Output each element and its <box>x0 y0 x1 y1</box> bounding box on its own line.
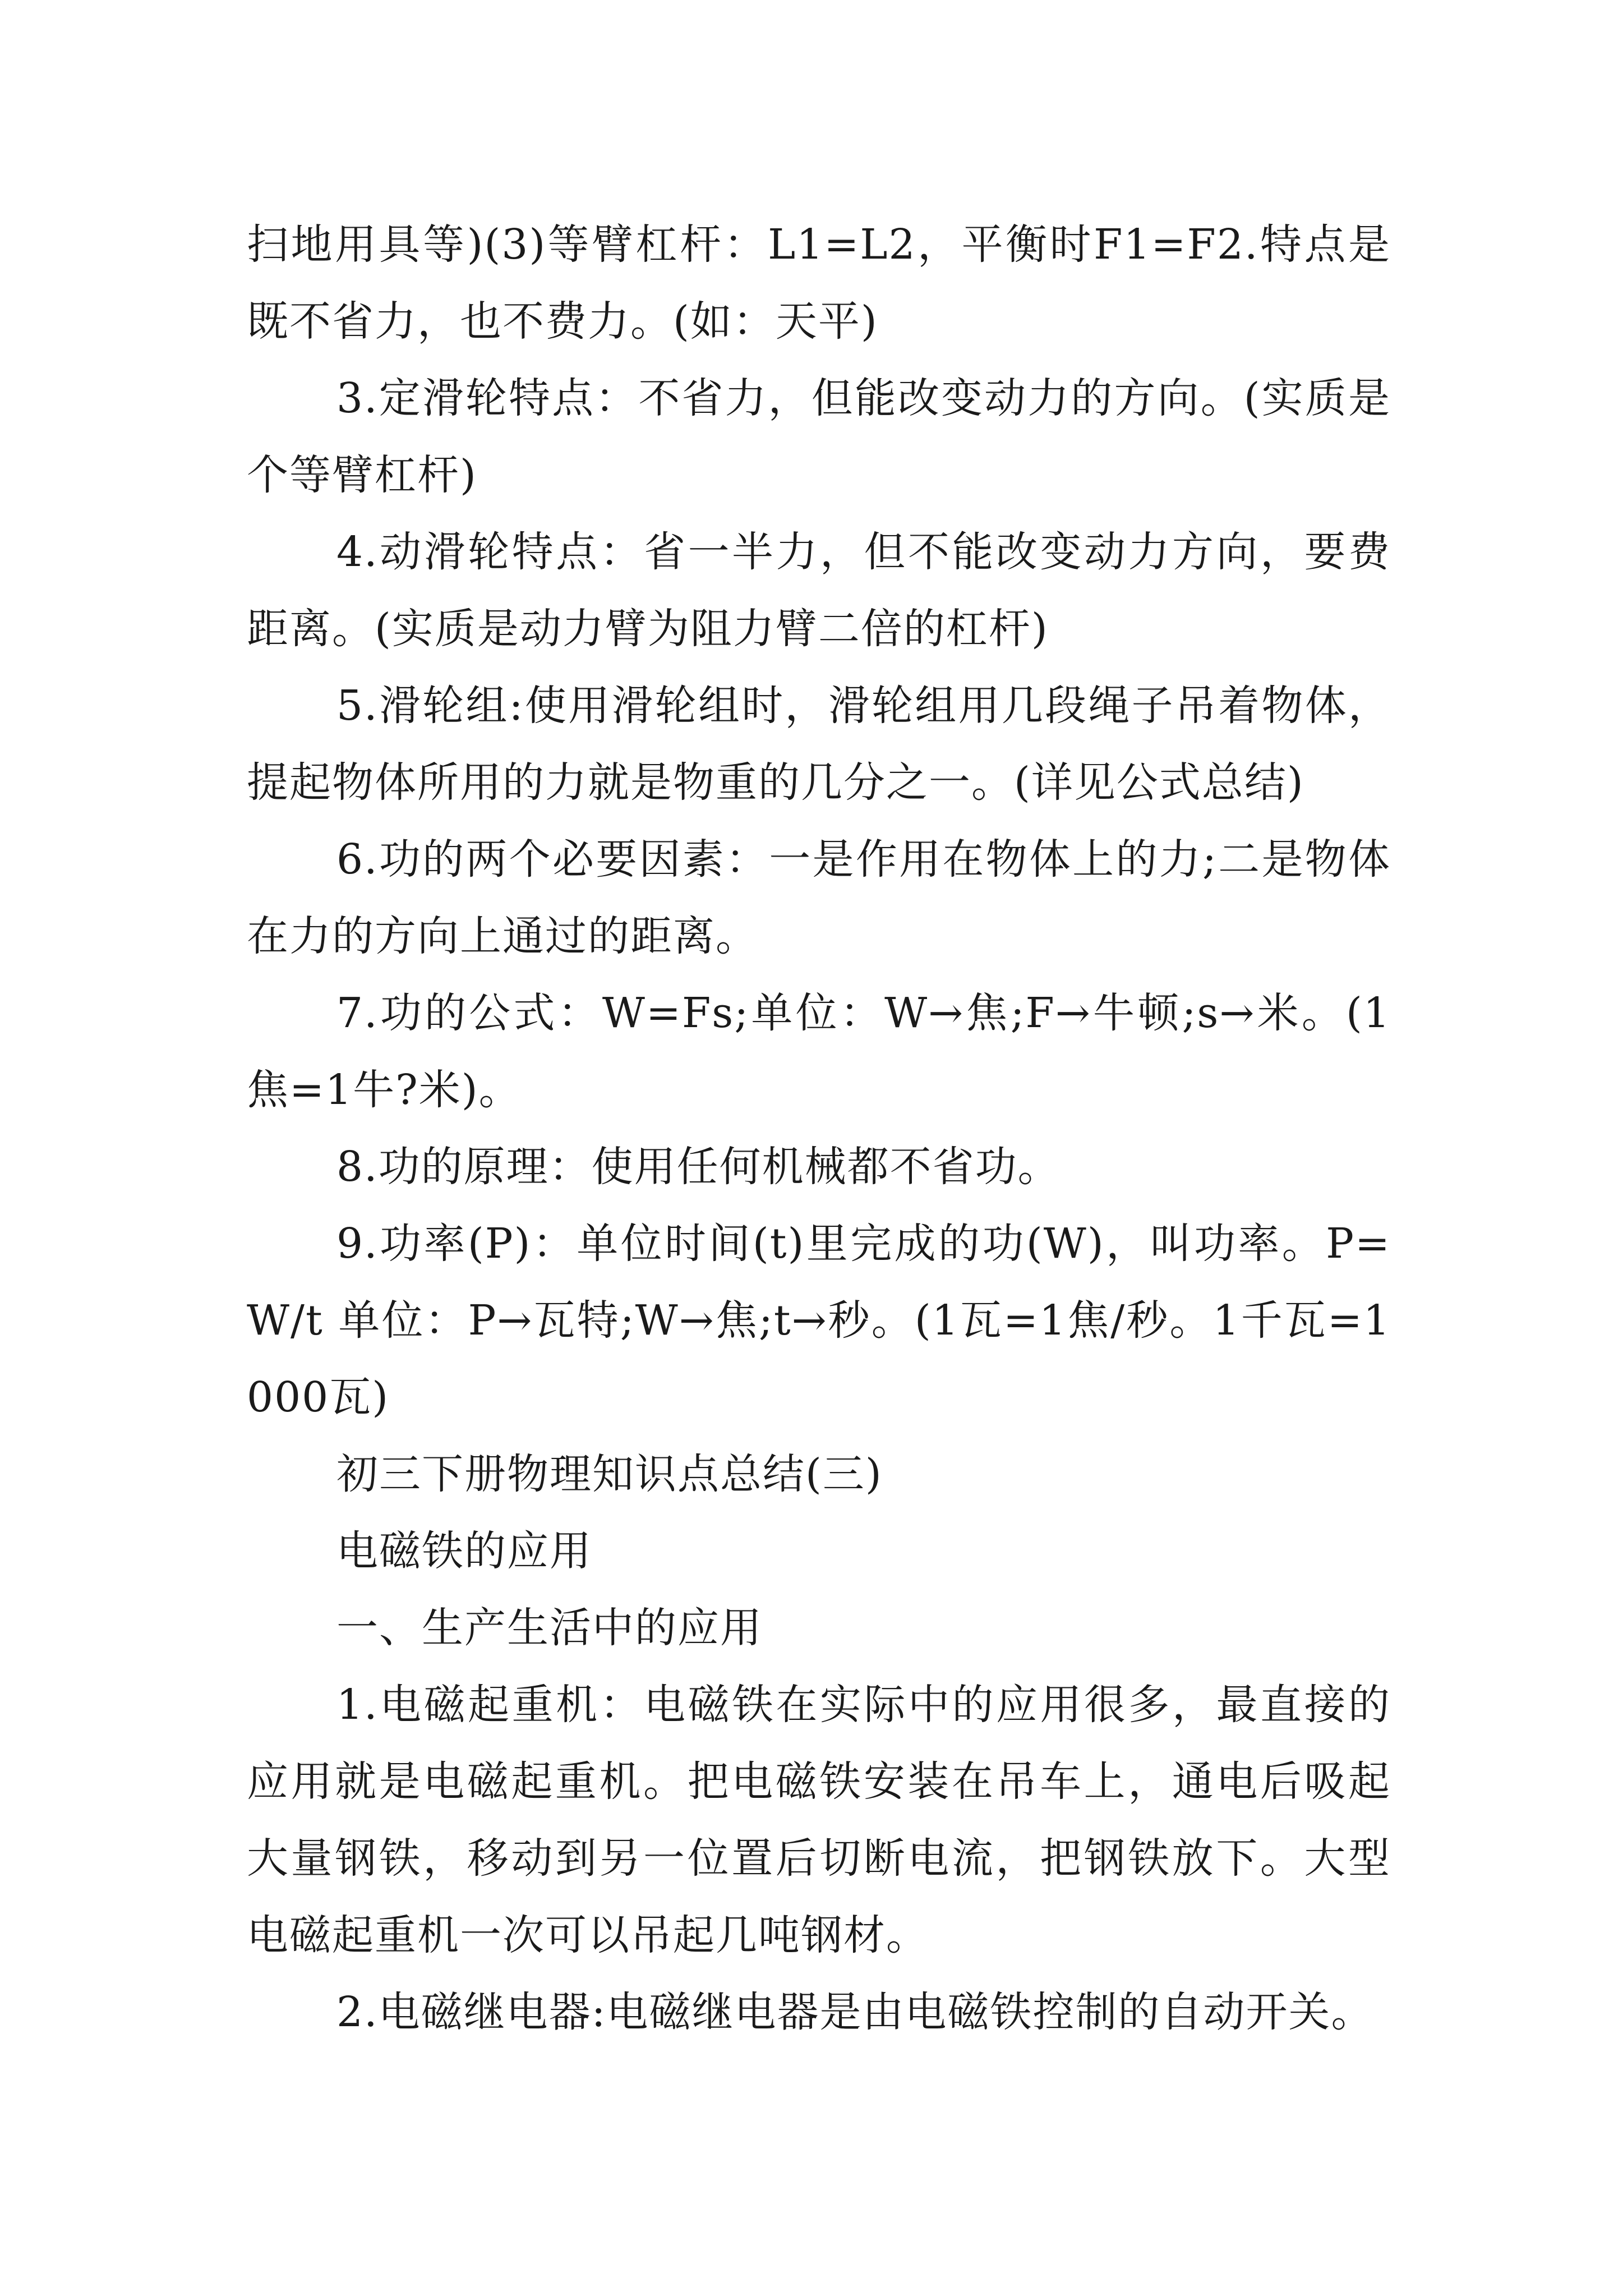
topic-heading: 电磁铁的应用 <box>336 1527 592 1575</box>
paragraph-pulley-block: 5.滑轮组:使用滑轮组时，滑轮组用几段绳子吊着物体，提起物体所用的力就是物重的几分之一。(详见公式总结) <box>247 682 1391 807</box>
section-heading: 初三下册物理知识点总结(三) <box>336 1450 883 1498</box>
paragraph-work-formula: 7.功的公式：W=Fs;单位：W→焦;F→牛顿;s→米。(1焦=1牛?米)。 <box>247 989 1391 1114</box>
paragraph-work-factors: 6.功的两个必要因素：一是作用在物体上的力;二是物体在力的方向上通过的距离。 <box>247 835 1391 960</box>
paragraph-work-principle: 8.功的原理：使用任何机械都不省功。 <box>336 1143 1061 1191</box>
paragraph-electromagnetic-crane: 1.电磁起重机：电磁铁在实际中的应用很多，最直接的应用就是电磁起重机。把电磁铁安装在吊车上，通电后吸起大量钢铁，移动到另一位置后切断电流，把钢铁放下。大型电磁起重机一次可以吊起几吨钢材。 <box>247 1681 1391 1959</box>
subsection-heading: 一、生产生活中的应用 <box>336 1604 763 1652</box>
paragraph-lever-continued: 扫地用具等)(3)等臂杠杆：L1=L2，平衡时F1=F2.特点是既不省力，也不费力。(如：天平) <box>247 220 1391 346</box>
document-body <box>247 206 1391 2051</box>
paragraph-power: 9.功率(P)：单位时间(t)里完成的功(W)，叫功率。P=W/t 单位：P→瓦特;W→焦;t→秒。(1瓦=1焦/秒。1千瓦=1000瓦) <box>247 1220 1391 1421</box>
paragraph-movable-pulley: 4.动滑轮特点：省一半力，但不能改变动力方向，要费距离。(实质是动力臂为阻力臂二倍的杠杆) <box>247 528 1391 653</box>
paragraph-electromagnetic-relay: 2.电磁继电器:电磁继电器是由电磁铁控制的自动开关。 <box>336 1988 1374 2036</box>
paragraph-fixed-pulley: 3.定滑轮特点：不省力，但能改变动力的方向。(实质是个等臂杠杆) <box>247 374 1391 499</box>
